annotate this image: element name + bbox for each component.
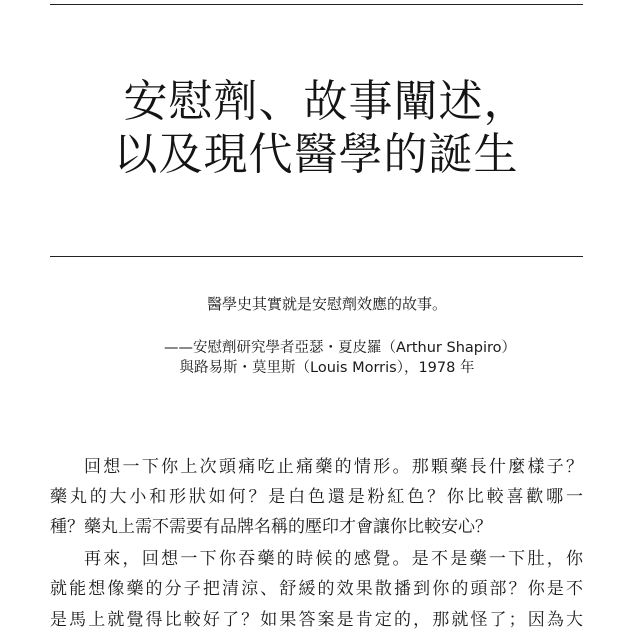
chapter-title-line-1: 安慰劑、故事闡述， [123,76,529,127]
body-line-4: 再來，回想一下你吞藥的時候的感覺。是不是藥一下肚，你 [84,549,583,569]
epigraph-attribution-line-1: ——安慰劑研究學者亞瑟・夏皮羅（Arthur Shapiro） [163,340,517,356]
body-line-3: 種？藥丸上需不需要有品牌名稱的壓印才會讓你比較安心？ [50,517,492,537]
epigraph-attribution-line-2: 與路易斯・莫里斯（Louis Morris），1978 年 [179,360,475,376]
chapter-title-line-2: 以及現代醫學的誕生 [113,129,519,180]
body-line-2: 藥丸的大小和形狀如何？是白色還是粉紅色？你比較喜歡哪一 [50,487,583,507]
body-line-5: 就能想像藥的分子把清涼、舒緩的效果散播到你的頭部？你是不 [50,579,583,599]
body-line-1: 回想一下你上次頭痛吃止痛藥的情形。那顆藥長什麼樣子？ [84,457,583,477]
body-line-6: 是馬上就覺得比較好了？如果答案是肯定的，那就怪了；因為大 [50,610,583,630]
top-divider [50,4,583,5]
epigraph-quote: 醫學史其實就是安慰劑效應的故事。 [206,295,447,313]
middle-divider [50,256,583,257]
